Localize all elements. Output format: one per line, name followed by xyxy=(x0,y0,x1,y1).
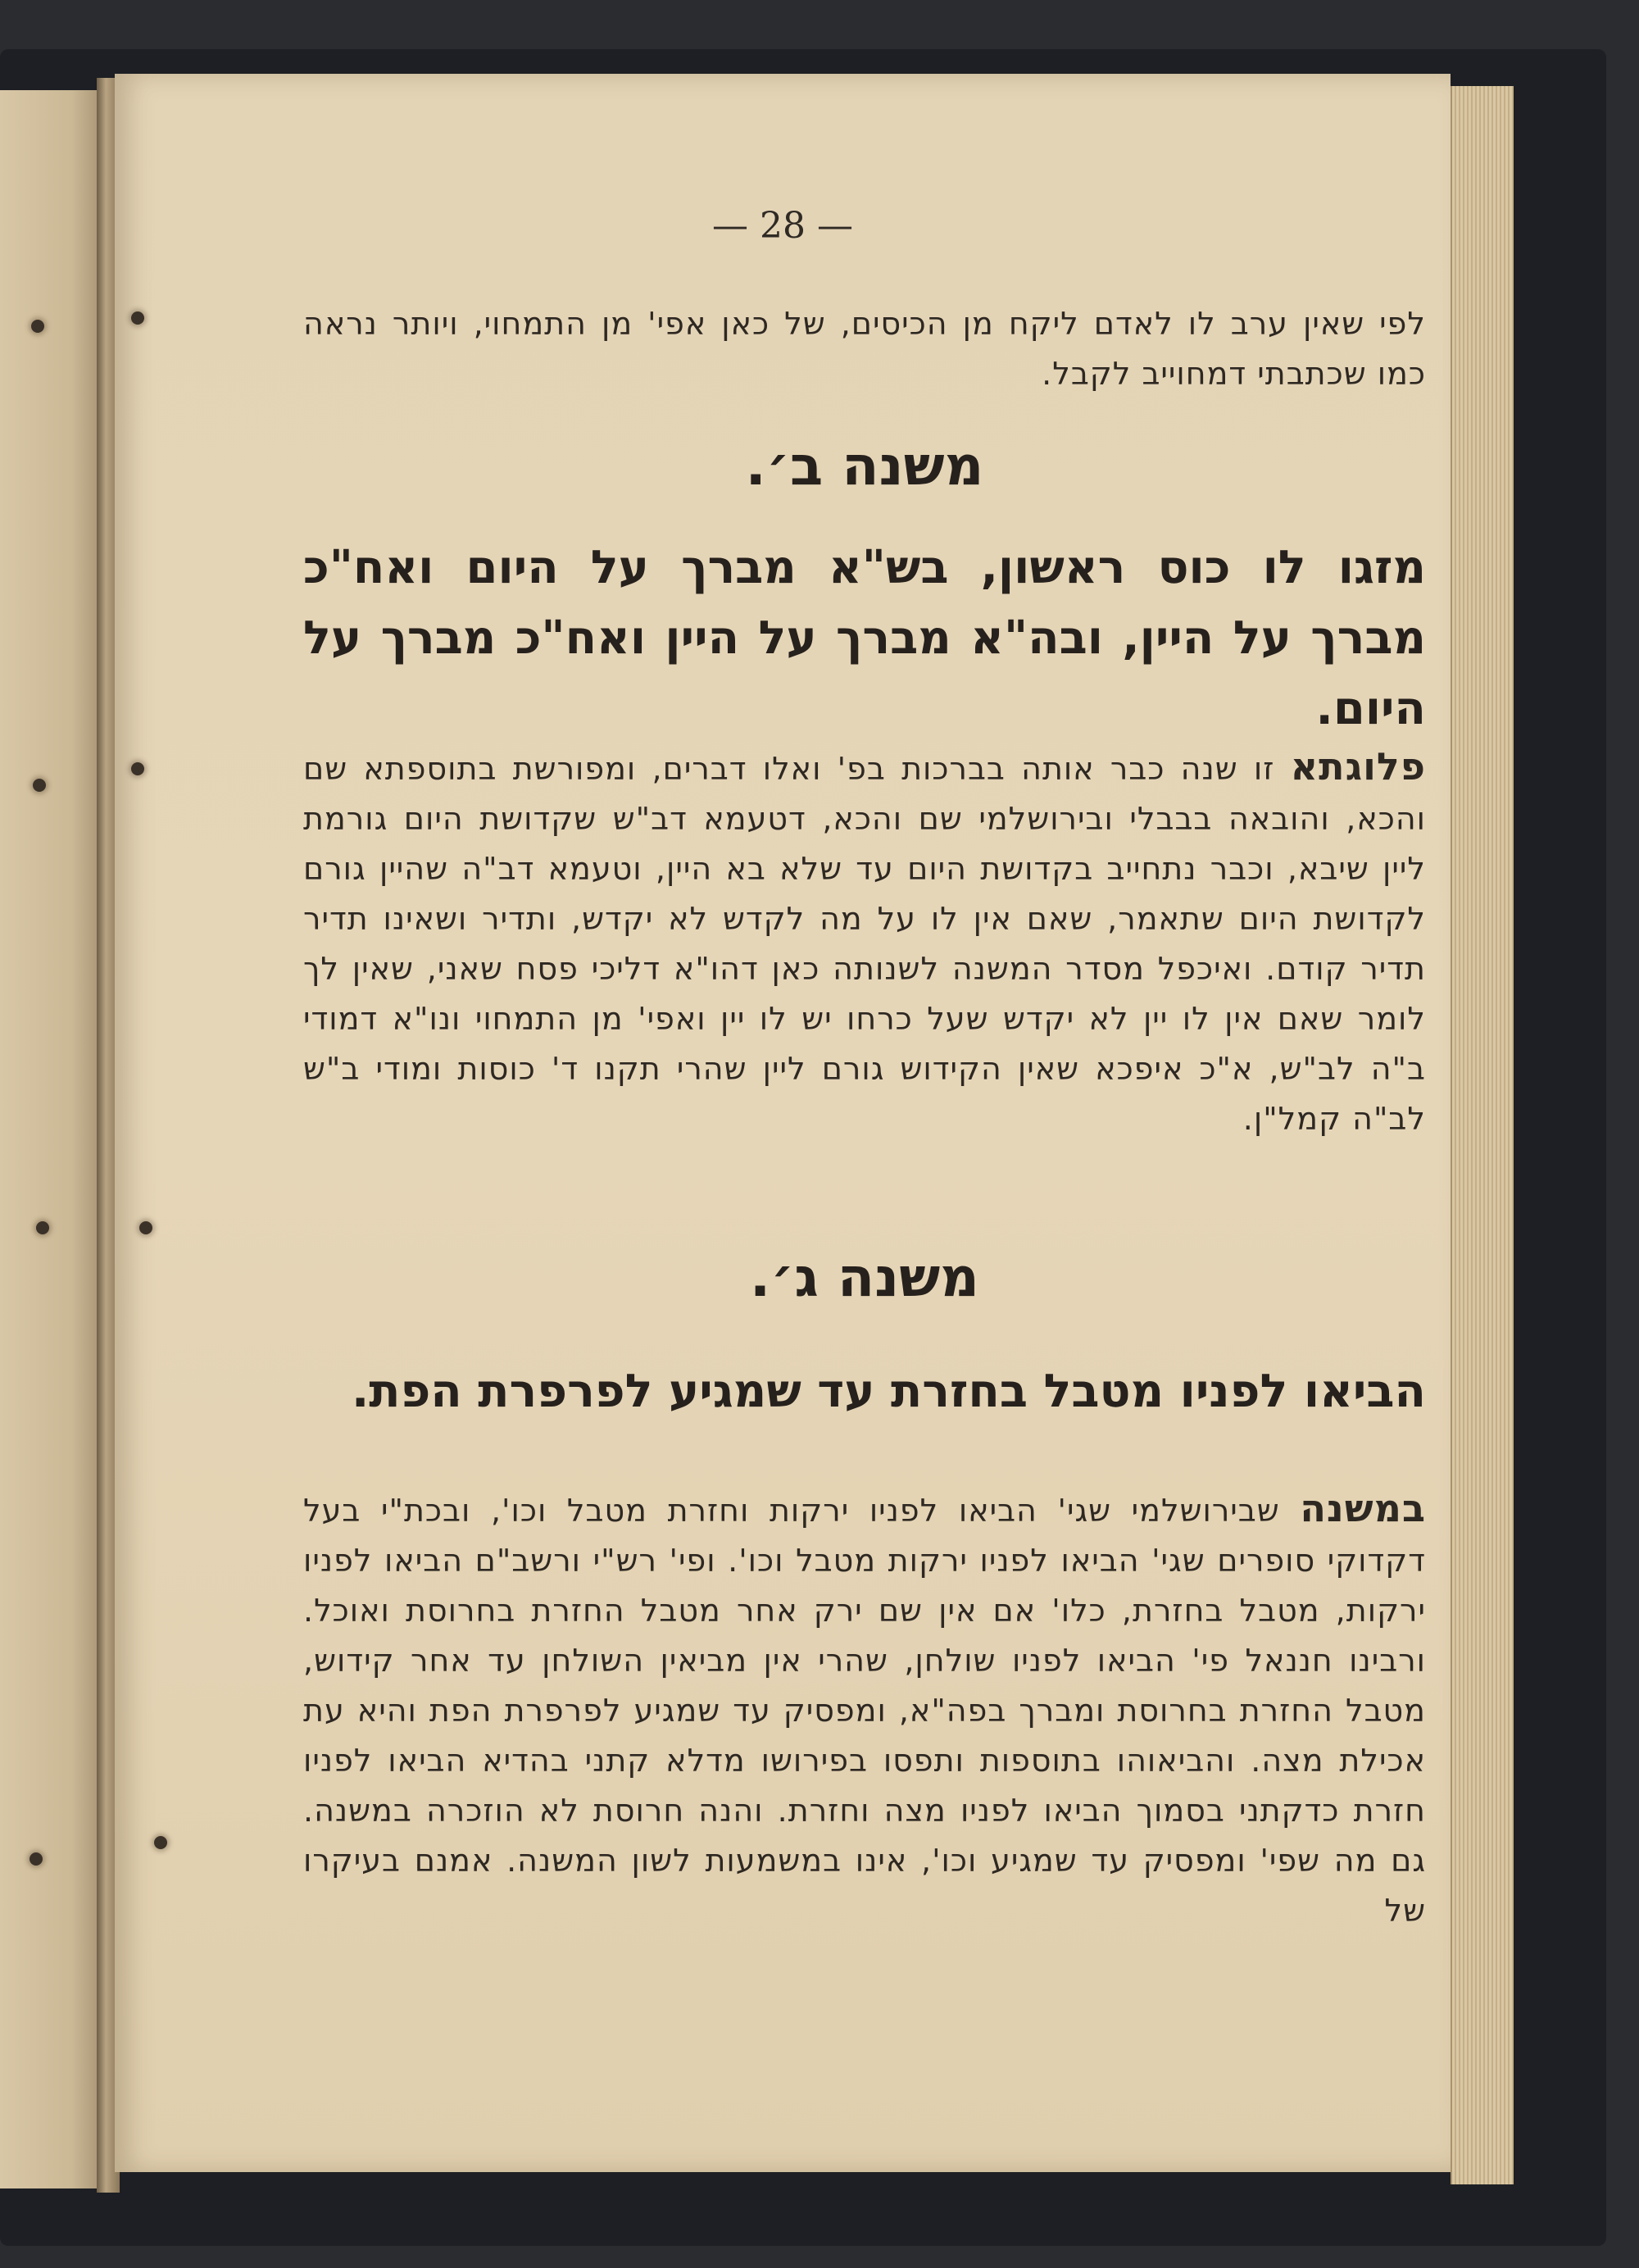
section-b-lead-word: פלוגתא xyxy=(1290,744,1426,789)
binding-hole xyxy=(36,1221,49,1234)
section-c-lead-word: במשנה xyxy=(1300,1486,1426,1530)
book-page xyxy=(115,74,1451,2172)
binding-hole xyxy=(30,1852,43,1866)
section-b-mishnah: מזגו לו כוס ראשון, בש"א מברך על היום ואח"כ מברך על היין, ובה"א מברך על היין ואח"כ מברך על היום. xyxy=(303,541,1426,735)
intro-paragraph: לפי שאין ערב לו לאדם ליקח מן הכיסים, של כאן אפי' מן התמחוי, ויותר נראה כמו שכתבתי דמחוייב לקבל. xyxy=(303,306,1426,392)
binding-hole xyxy=(33,779,46,792)
section-c-commentary xyxy=(303,1484,1426,1936)
section-b-commentary xyxy=(303,742,1426,1144)
binding-hole xyxy=(154,1836,167,1849)
page-stack-edge xyxy=(1451,86,1514,2184)
section-c-heading: משנה ג׳. xyxy=(750,1246,979,1309)
previous-page-edge xyxy=(0,90,105,2188)
binding-hole xyxy=(131,762,144,775)
section-b-heading: משנה ב׳. xyxy=(745,434,984,498)
binding-hole xyxy=(131,311,144,325)
section-c-mishnah: הביאו לפניו מטבל בחזרת עד שמגיע לפרפרת הפת. xyxy=(351,1365,1426,1418)
section-c-commentary-text: שבירושלמי שגי' הביאו לפניו ירקות וחזרת מטבל וכו', ובכת"י בעל דקדוקי סופרים שגי' הביאו לפניו ירקות מטבל וכו'. ופי' רש"י ורשב"ם הביאו לפניו ירקות, מטבל בחזרת, כלו' אם אין שם ירק אחר מטבל החזרת בחרוסת ואוכל. ורבינו חננאל פי' הביאו לפניו שולחן, שהרי אין מביאין השולחן עד אחר קידוש, מטבל החזרת בחרוסת ומברך בפה"א, ומפסיק עד שמגיע לפרפרת הפת והיא עת אכילת מצה. והביאוהו בתוספות ותפסו בפירושו מדלא קתני בהדיא הביאו לפניו חזרת כדקתני בסמוך הביאו לפניו מצה וחזרת. והנה חרוסת לא הוזכרה במשנה. גם מה שפי' ומפסיק עד שמגיע וכו', אינו במשמעות לשון המשנה. אמנם בעיקרו של xyxy=(303,1493,1426,1929)
binding-hole xyxy=(139,1221,152,1234)
binding-hole xyxy=(31,320,44,333)
section-b-commentary-text: זו שנה כבר אותה בברכות בפ' ואלו דברים, ומפורשת בתוספתא שם והכא, והובאה בבבלי ובירושלמי שם והכא, דטעמא דב"ש שקדושת היום גורמת ליין שיבא, וכבר נתחייב בקדושת היום עד שלא בא היין, וטעמא דב"ה שהיין גורם לקדושת היום שתאמר, שאם אין לו על מה לקדש לא יקדש, ותדיר ושאינו תדיר תדיר קודם. ואיכפל מסדר המשנה לשנותה כאן דהו"א דליכי פסח שאני, שאין לך לומר שאם אין לו יין לא יקדש שעל כרחו יש לו יין ואפי' מן התמחוי ונו"א דמודי ב"ה לב"ש, א"כ איפכא שאין הקידוש גורם ליין שהרי תקנו ד' כוסות ומודי ב"ש לב"ה קמל"ן. xyxy=(303,751,1426,1137)
page-number: — 28 — xyxy=(712,205,853,247)
